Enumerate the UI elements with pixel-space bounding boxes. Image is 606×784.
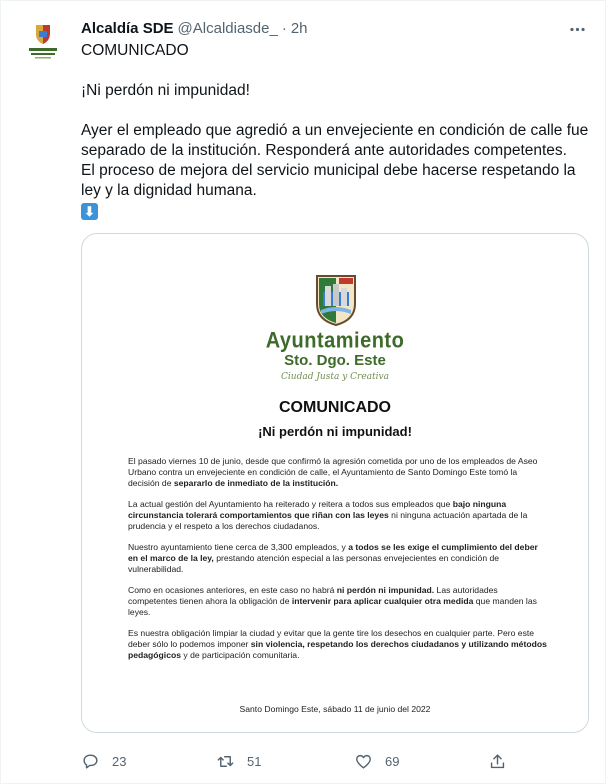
like-count: 69 <box>385 753 400 769</box>
timestamp[interactable]: 2h <box>290 19 308 37</box>
display-name[interactable]: Alcaldía SDE <box>81 19 174 37</box>
doc-brand-name: Ayuntamiento <box>265 328 405 354</box>
tweet-line-headline: ¡Ni perdón ni impunidad! <box>81 82 250 99</box>
more-icon <box>568 20 587 39</box>
doc-subtitle: ¡Ni perdón ni impunidad! <box>258 424 412 439</box>
avatar[interactable] <box>19 19 67 67</box>
separator-dot: · <box>281 19 287 37</box>
doc-title: COMUNICADO <box>279 399 391 416</box>
doc-brand-city: Sto. Dgo. Este <box>284 352 386 369</box>
tweet-line-body: Ayer el empleado que agredió a un envejeciente en condición de calle fue separado de la institución. Responderá ante autoridades competentes. El proceso de mejora del servicio municipal debe hacerse respetando la ley y la dignidad humana. <box>81 122 589 199</box>
reply-button[interactable] <box>81 749 126 773</box>
tweet-actions <box>81 749 601 773</box>
city-logo-icon <box>315 274 357 326</box>
share-icon <box>488 752 507 771</box>
doc-paragraph-2: La actual gestión del Ayuntamiento ha reiterado y reitera a todos sus empleados que bajo ninguna circunstancia tolerará comportamientos que riñan con las leyes ni ninguna actuación apartada de la prudencia y el respeto a los derechos ciudadanos. <box>128 499 528 531</box>
reply-icon <box>81 752 100 771</box>
tweet-text <box>81 41 593 222</box>
tweet-line-comunicado: COMUNICADO <box>81 42 189 59</box>
doc-paragraph-1: El pasado viernes 10 de junio, desde que confirmó la agresión cometida por uno de los empleados de Aseo Urbano contra un envejeciente en condición de calle, el Ayuntamiento de Santo Domingo Este tomó la decisión de separarlo de inmediato de la institución. <box>128 456 538 488</box>
heart-icon <box>354 752 373 771</box>
media-image[interactable] <box>81 233 589 733</box>
avatar-logo-icon <box>19 19 67 67</box>
press-release-document <box>82 234 588 732</box>
share-button[interactable] <box>488 749 519 773</box>
doc-signature: Santo Domingo Este, sábado 11 de junio del 2022 <box>239 704 431 714</box>
doc-paragraph-4: Como en ocasiones anteriores, en este caso no habrá ni perdón ni impunidad. Las autoridades competentes tienen ahora la obligación de intervenir para aplicar cualquier otra medida que manden las leyes. <box>128 585 537 617</box>
retweet-icon <box>216 752 235 771</box>
retweet-button[interactable] <box>216 749 261 773</box>
more-options-button[interactable] <box>565 17 589 41</box>
doc-paragraph-5: Es nuestra obligación limpiar la ciudad y evitar que la gente tire los desechos en cualquier parte. Pero este deber sólo lo podemos imponer sin violencia, respetando los derechos ciudadanos y utilizando métodos pedagógicos y de participación comunitaria. <box>128 628 547 660</box>
doc-body <box>128 456 548 671</box>
doc-brand-slogan: Ciudad Justa y Creativa <box>281 372 389 382</box>
down-arrow-emoji: ⬇ <box>81 203 98 220</box>
doc-paragraph-3: Nuestro ayuntamiento tiene cerca de 3,300 empleados, y a todos se les exige el cumplimiento del deber en el marco de la ley, prestando atención especial a las personas envejecientes en condición de vulnerabilidad. <box>128 542 538 574</box>
reply-count: 23 <box>112 753 127 769</box>
like-button[interactable] <box>354 749 399 773</box>
retweet-count: 51 <box>247 753 262 769</box>
user-handle[interactable]: @Alcaldiasde_ <box>177 19 278 37</box>
